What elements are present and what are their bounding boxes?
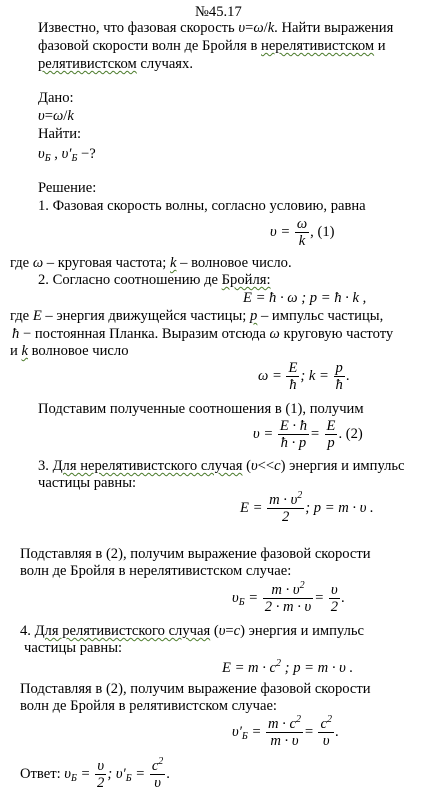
step-4-line-1: 4. Для релятивистского случая (υ=c) энергия и импульс bbox=[20, 623, 365, 639]
omega-definition: где ω – круговая частота; k – волновое число. bbox=[10, 255, 292, 271]
equation-nonrelativistic: E = $\frac{m \cdot \upsilon^2}{2}$ ; p = m · υ . bbox=[240, 490, 374, 525]
equation-2: υ = $\frac{E \cdot ħ}{ħ \cdot p}$ = $\frac{E}{p}$ . (2) bbox=[253, 418, 363, 451]
find-value: $\upsilon_Б$ , $\upsilon'_Б$ −? bbox=[38, 146, 96, 164]
energy-definition-2: ħ − постоянная Планка. Выразим отсюда ω круговую частоту bbox=[12, 326, 394, 342]
step-3-line-2: частицы равны: bbox=[38, 475, 137, 491]
find-title: Найти: bbox=[38, 126, 82, 142]
statement-line-3: релятивистском случаях. bbox=[38, 56, 193, 72]
substitution-2-line-2: волн де Бройля в нерелятивистском случае: bbox=[20, 563, 292, 579]
equation-vb-prime: $\upsilon'_Б$ = $\frac{m \cdot c^2}{m \cdot \upsilon}$ = $\frac{c^2}{\upsilon}$ . bbox=[232, 714, 339, 749]
equation-debroglie: E = ħ · ω ; p = ħ · k , bbox=[243, 290, 367, 306]
substitution-1: Подставим полученные соотношения в (1), получим bbox=[38, 401, 364, 417]
equation-omega-k: ω = $\frac{E}{ħ}$ ; k = $\frac{p}{ħ}$ . bbox=[258, 360, 350, 393]
energy-definition-3: и k волновое число bbox=[10, 343, 129, 359]
solution-title: Решение: bbox=[38, 180, 97, 196]
substitution-3-line-1: Подставляя в (2), получим выражение фазовой скорости bbox=[20, 681, 371, 697]
statement-line-2: фазовой скорости волн де Бройля в нерелятивистском и bbox=[38, 38, 386, 54]
given-title: Дано: bbox=[38, 90, 74, 106]
energy-definition-1: где E – энергия движущейся частицы; p – импульс частицы, bbox=[10, 308, 384, 324]
equation-relativistic: $E = m \cdot c^2$ ; p = m · υ . bbox=[222, 658, 354, 676]
step-1: 1. Фазовая скорость волны, согласно условию, равна bbox=[38, 198, 366, 214]
equation-1: υ = $\frac{\omega}{k}$ , (1) bbox=[270, 216, 335, 249]
equation-vb: $\upsilon_Б$ = $\frac{m \cdot \upsilon^2}{2 \cdot m \cdot \upsilon}$ = $\frac{\upsilon}{2}$ . bbox=[232, 580, 345, 615]
step-3-line-1: 3. Для нерелятивистского случая (υ<<c) энергия и импульс bbox=[38, 458, 405, 474]
answer: Ответ: $\upsilon_Б$ = $\frac{\upsilon}{2}$ ; $\upsilon'_Б$ = $\frac{c^2}{\upsilon}$ . bbox=[20, 756, 170, 791]
given-formula: υ=ω/k bbox=[38, 108, 74, 124]
substitution-3-line-2: волн де Бройля в релятивистском случае: bbox=[20, 698, 277, 714]
problem-number: №45.17 bbox=[195, 4, 242, 20]
step-4-line-2: частицы равны: bbox=[24, 640, 123, 656]
statement-line-1: Известно, что фазовая скорость υ=ω/k. Найти выражения bbox=[38, 20, 394, 36]
step-2: 2. Согласно соотношению де Бройля: bbox=[38, 272, 271, 288]
substitution-2-line-1: Подставляя в (2), получим выражение фазовой скорости bbox=[20, 546, 371, 562]
